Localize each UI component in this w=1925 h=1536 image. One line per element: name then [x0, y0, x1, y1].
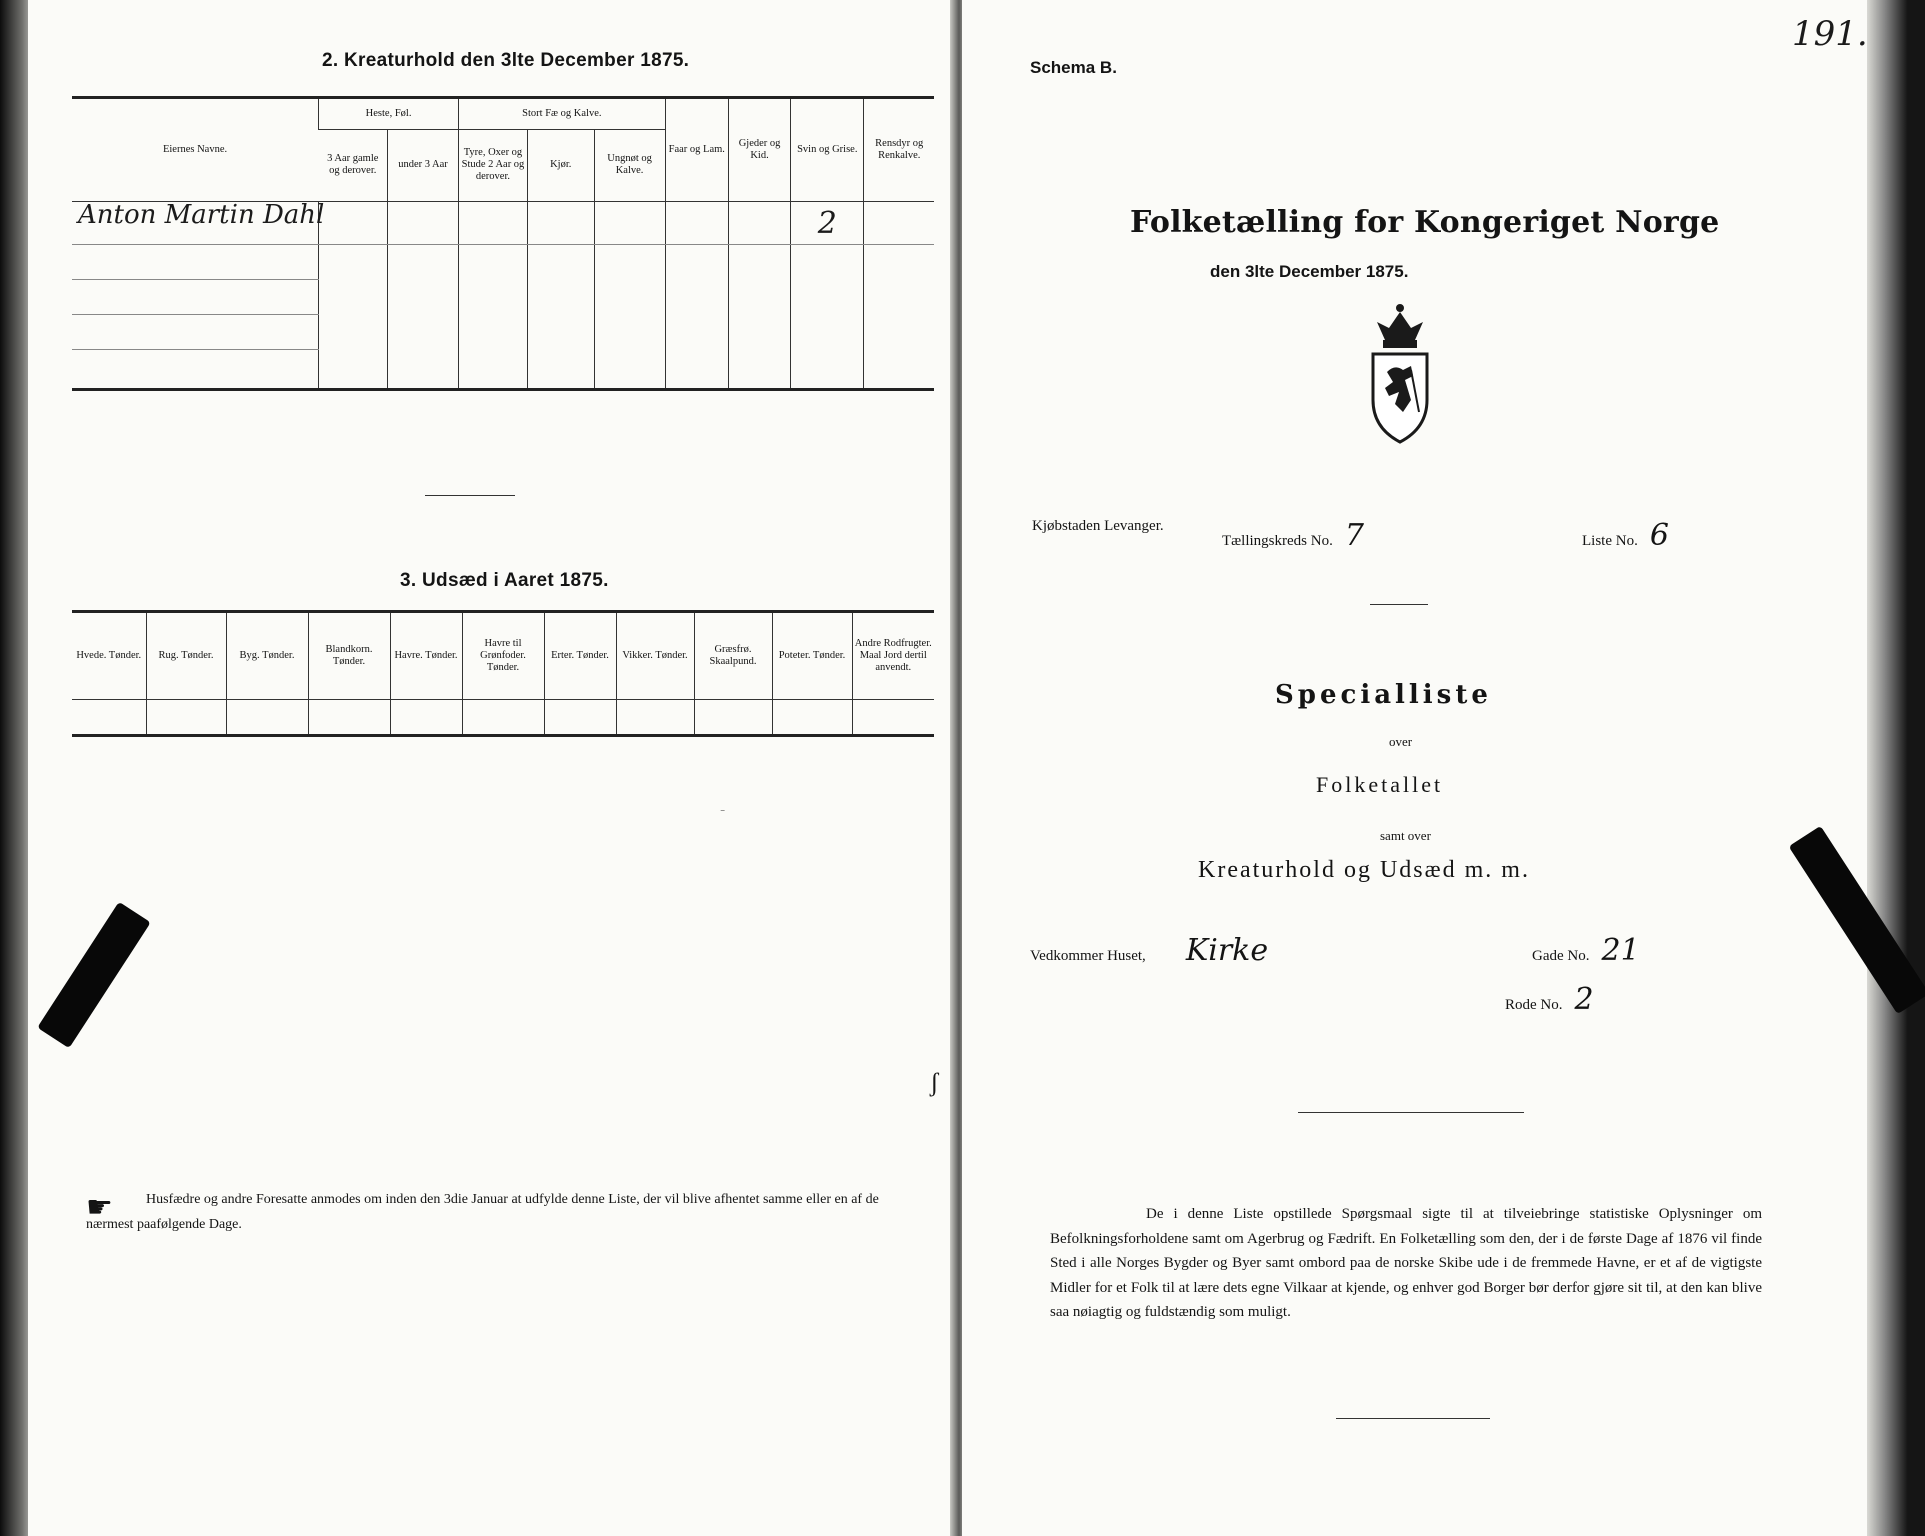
- gade-row: [1532, 933, 1640, 968]
- header-gjeder: Gjeder og Kid.: [728, 98, 790, 202]
- header-graesfro: Græsfrø. Skaalpund.: [694, 612, 772, 700]
- divider: [1336, 1418, 1490, 1419]
- owner-cell: [72, 200, 325, 245]
- header-rensdyr: Rensdyr og Renkalve.: [864, 98, 934, 202]
- schema-label: Schema B.: [1030, 58, 1117, 77]
- liste-value-handwritten: 6: [1649, 518, 1669, 553]
- header-heste-young: under 3 Aar: [387, 129, 458, 201]
- kreaturhold-heading: Kreaturhold og Udsæd m. m.: [1198, 857, 1530, 883]
- header-rug: Rug. Tønder.: [146, 612, 226, 700]
- section2-title: 2. Kreaturhold den 3lte December 1875.: [322, 50, 690, 71]
- header-byg: Byg. Tønder.: [226, 612, 308, 700]
- samt-over-text: samt over: [1380, 828, 1431, 843]
- divider: [1298, 1112, 1524, 1113]
- census-date: den 3lte December 1875.: [1210, 262, 1409, 281]
- header-hvede: Hvede. Tønder.: [72, 612, 146, 700]
- rode-label: Rode No.: [1505, 997, 1563, 1013]
- notice-text: Husfædre og andre Foresatte anmodes om inden den 3die Januar at udfylde denne Liste, der vil blive afhentet samme eller en af de nærmest paafølgende Dage.: [86, 1192, 879, 1232]
- ink-mark: ⁻: [720, 808, 726, 819]
- header-faar: Faar og Lam.: [665, 98, 728, 202]
- divider: [1370, 604, 1428, 605]
- coat-of-arms-icon: [1355, 300, 1445, 450]
- header-heste: Heste, Føl.: [319, 98, 459, 130]
- rode-row: [1505, 982, 1594, 1017]
- header-stort-fae: Stort Fæ og Kalve.: [459, 98, 666, 130]
- taellingskreds-value-handwritten: 7: [1344, 518, 1364, 553]
- folketallet-heading: Folketallet: [1316, 772, 1444, 797]
- livestock-table: [72, 96, 934, 391]
- gade-label: Gade No.: [1532, 948, 1590, 964]
- header-poteter: Poteter. Tønder.: [772, 612, 852, 700]
- ink-mark: ʃ: [930, 1068, 939, 1097]
- header-erter: Erter. Tønder.: [544, 612, 616, 700]
- taellingskreds-label: Tællingskreds No.: [1222, 533, 1333, 549]
- pointing-hand-icon: ☛: [86, 1191, 113, 1224]
- book-right-edge: [1867, 0, 1925, 1536]
- over-text: over: [1389, 734, 1413, 749]
- header-havre-gronfoder: Havre til Grønfoder. Tønder.: [462, 612, 544, 700]
- header-heste-adult: 3 Aar gamle og derover.: [327, 153, 379, 177]
- table-row: [72, 315, 934, 350]
- table-row: [72, 280, 934, 315]
- divider: [425, 495, 515, 496]
- header-owner-names: Eiernes Navne.: [72, 98, 319, 202]
- table-row: [72, 202, 934, 245]
- header-stort-tyre: Tyre, Oxer og Stude 2 Aar og derover.: [459, 129, 528, 201]
- page-number-handwritten: 191.: [1792, 14, 1868, 54]
- specialliste-heading: Specialliste: [1275, 680, 1492, 710]
- table-row: [72, 245, 934, 280]
- section3-title: 3. Udsæd i Aaret 1875.: [400, 570, 609, 591]
- header-blandkorn: Blandkorn. Tønder.: [308, 612, 390, 700]
- header-andre-rodfrugter: Andre Rodfrugter. Maal Jord dertil anvendt.: [852, 612, 934, 700]
- header-vikker: Vikker. Tønder.: [616, 612, 694, 700]
- vedkommer-row: [1030, 933, 1268, 968]
- header-stort-ungnot: Ungnøt og Kalve.: [594, 129, 665, 201]
- table-row: [72, 700, 934, 736]
- census-title: Folketælling for Kongeriget Norge: [1130, 205, 1720, 240]
- liste-row: [1582, 518, 1669, 553]
- explanatory-paragraph: De i denne Liste opstillede Spørgsmaal sigte til at tilveiebringe statistiske Oplysninger om Befolkningsforholdene samt om Agerbrug og Fædrift. En Folketælling som den, der i de første Dage af 1876 vil finde Sted i alle Norges Bygder og Byer samt ombord paa de norske Skibe ude i de fremmede Havne, er et af de vigtigste Midler for et Folk til at lære dets egne Vilkaar at kjende, og enhver god Borger bør derfor gjøre sit til, at den kan blive saa nøiagtig og fuldstændig som muligt.: [1050, 1206, 1762, 1321]
- header-havre: Havre. Tønder.: [390, 612, 462, 700]
- vedkommer-label: Vedkommer Huset,: [1030, 948, 1146, 964]
- table-row: [72, 350, 934, 390]
- owner-name-handwritten: Anton Martin Dahl: [78, 200, 325, 230]
- seed-table: [72, 610, 934, 737]
- kjobstad-label: Kjøbstaden Levanger.: [1032, 518, 1164, 534]
- taellingskreds-row: [1222, 518, 1364, 553]
- street-name-handwritten: Kirke: [1185, 933, 1269, 968]
- liste-label: Liste No.: [1582, 533, 1638, 549]
- header-stort-kjor: Kjør.: [527, 129, 594, 201]
- rode-value-handwritten: 2: [1574, 982, 1594, 1017]
- svin-count-handwritten: 2: [817, 205, 837, 241]
- header-svin: Svin og Grise.: [791, 98, 864, 202]
- gade-value-handwritten: 21: [1601, 933, 1640, 968]
